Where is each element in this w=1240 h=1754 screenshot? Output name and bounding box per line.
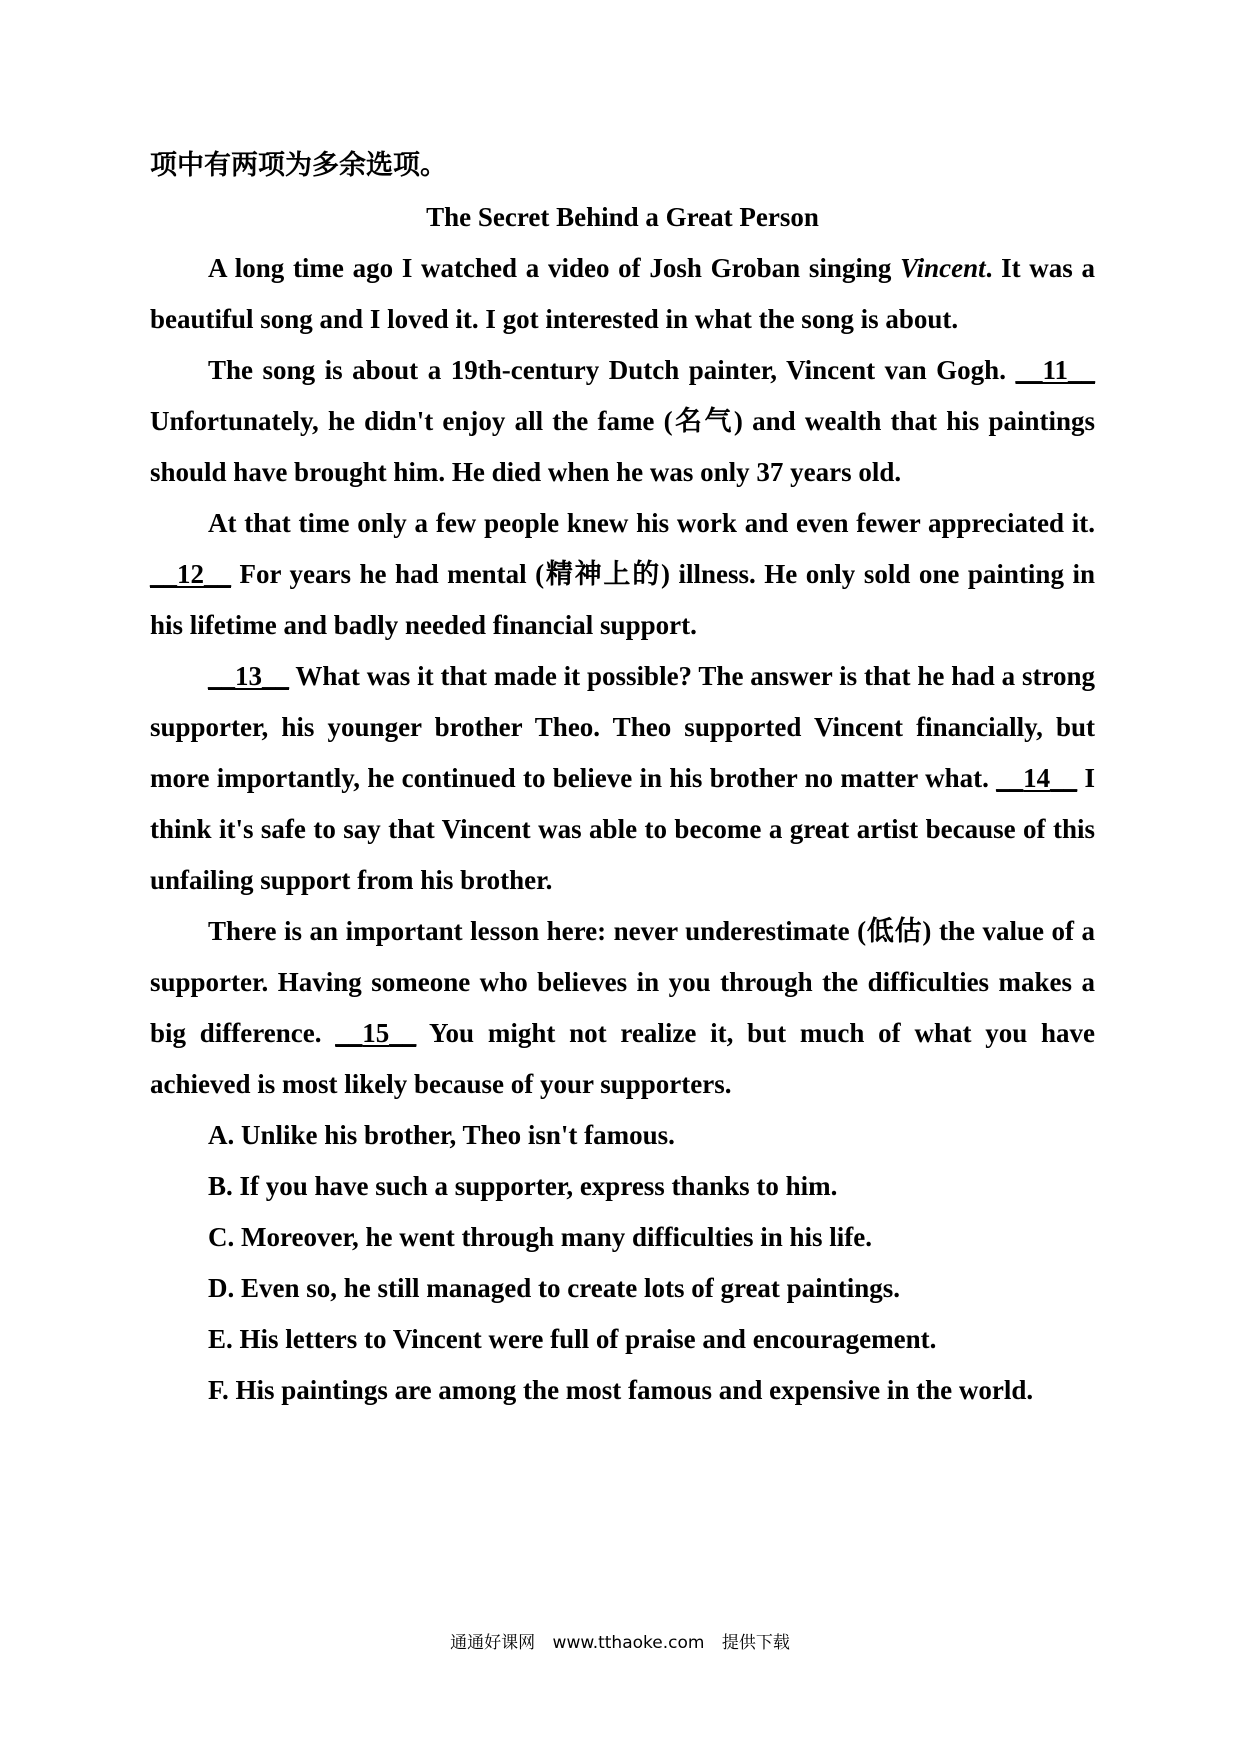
paragraph-5 xyxy=(150,906,1095,1110)
footer-site-name: 通通好课网 xyxy=(450,1633,536,1653)
option-f: F. His paintings are among the most famous and expensive in the world. xyxy=(208,1375,1034,1405)
footer-url[interactable]: www.tthaoke.com xyxy=(552,1633,705,1653)
footer-note: 提供下载 xyxy=(721,1633,790,1653)
paragraph-2-text-a: The song is about a 19th-century Dutch painter, Vincent van Gogh. xyxy=(208,355,1006,385)
blank-15: __15__ xyxy=(335,1018,417,1048)
paragraph-1-text-b: . It was a beautiful song and I loved it. I got interested in what the song is about. xyxy=(150,253,1095,334)
song-title: Vincent xyxy=(900,253,986,283)
document-page xyxy=(150,140,1095,1416)
blank-11: __11__ xyxy=(1015,355,1096,385)
passage-title: The Secret Behind a Great Person xyxy=(426,202,819,232)
paragraph-4-text-c: I think it's safe to say that Vincent was able to become a great artist because of this unfailing support from his brother. xyxy=(150,763,1095,895)
paragraph-5-text-b: You might not realize it, but much of what you have achieved is most likely because of your supporters. xyxy=(150,1018,1096,1099)
paragraph-3 xyxy=(150,498,1095,651)
option-e: E. His letters to Vincent were full of praise and encouragement. xyxy=(208,1324,937,1354)
blank-12: __12__ xyxy=(150,559,231,589)
intro-text: 项中有两项为多余选项。 xyxy=(150,150,447,180)
option-b: B. If you have such a supporter, express thanks to him. xyxy=(208,1171,838,1201)
option-d: D. Even so, he still managed to create lots of great paintings. xyxy=(208,1273,900,1303)
option-a: A. Unlike his brother, Theo isn't famous. xyxy=(208,1120,675,1150)
paragraph-1 xyxy=(150,243,1095,345)
paragraph-4-text-b: What was it that made it possible? The answer is that he had a strong supporter, his younger brother Theo. Theo supported Vincent financially, but more importantly, he continued to believe in his brother no matter what. xyxy=(150,661,1095,793)
blank-14: __14__ xyxy=(996,763,1078,793)
paragraph-5-text-a: There is an important lesson here: never underestimate (低估) the value of a supporter. Having someone who believes in you through the difficulties makes a big difference. xyxy=(150,916,1095,1048)
blank-13: __13__ xyxy=(208,661,289,691)
paragraph-3-text-b: For years he had mental (精神上的) illness. He only sold one painting in his lifetime and badly needed financial support. xyxy=(150,559,1095,640)
paragraph-2-text-b: Unfortunately, he didn't enjoy all the fame (名气) and wealth that his paintings should have brought him. He died when he was only 37 years old. xyxy=(150,406,1095,487)
paragraph-2 xyxy=(150,345,1095,498)
paragraph-1-text-a: A long time ago I watched a video of Josh Groban singing xyxy=(208,253,901,283)
paragraph-3-text-a: At that time only a few people knew his work and even fewer appreciated it. xyxy=(208,508,1095,538)
option-c: C. Moreover, he went through many difficulties in his life. xyxy=(208,1222,872,1252)
page-footer xyxy=(0,1628,1240,1653)
paragraph-4 xyxy=(150,651,1095,906)
